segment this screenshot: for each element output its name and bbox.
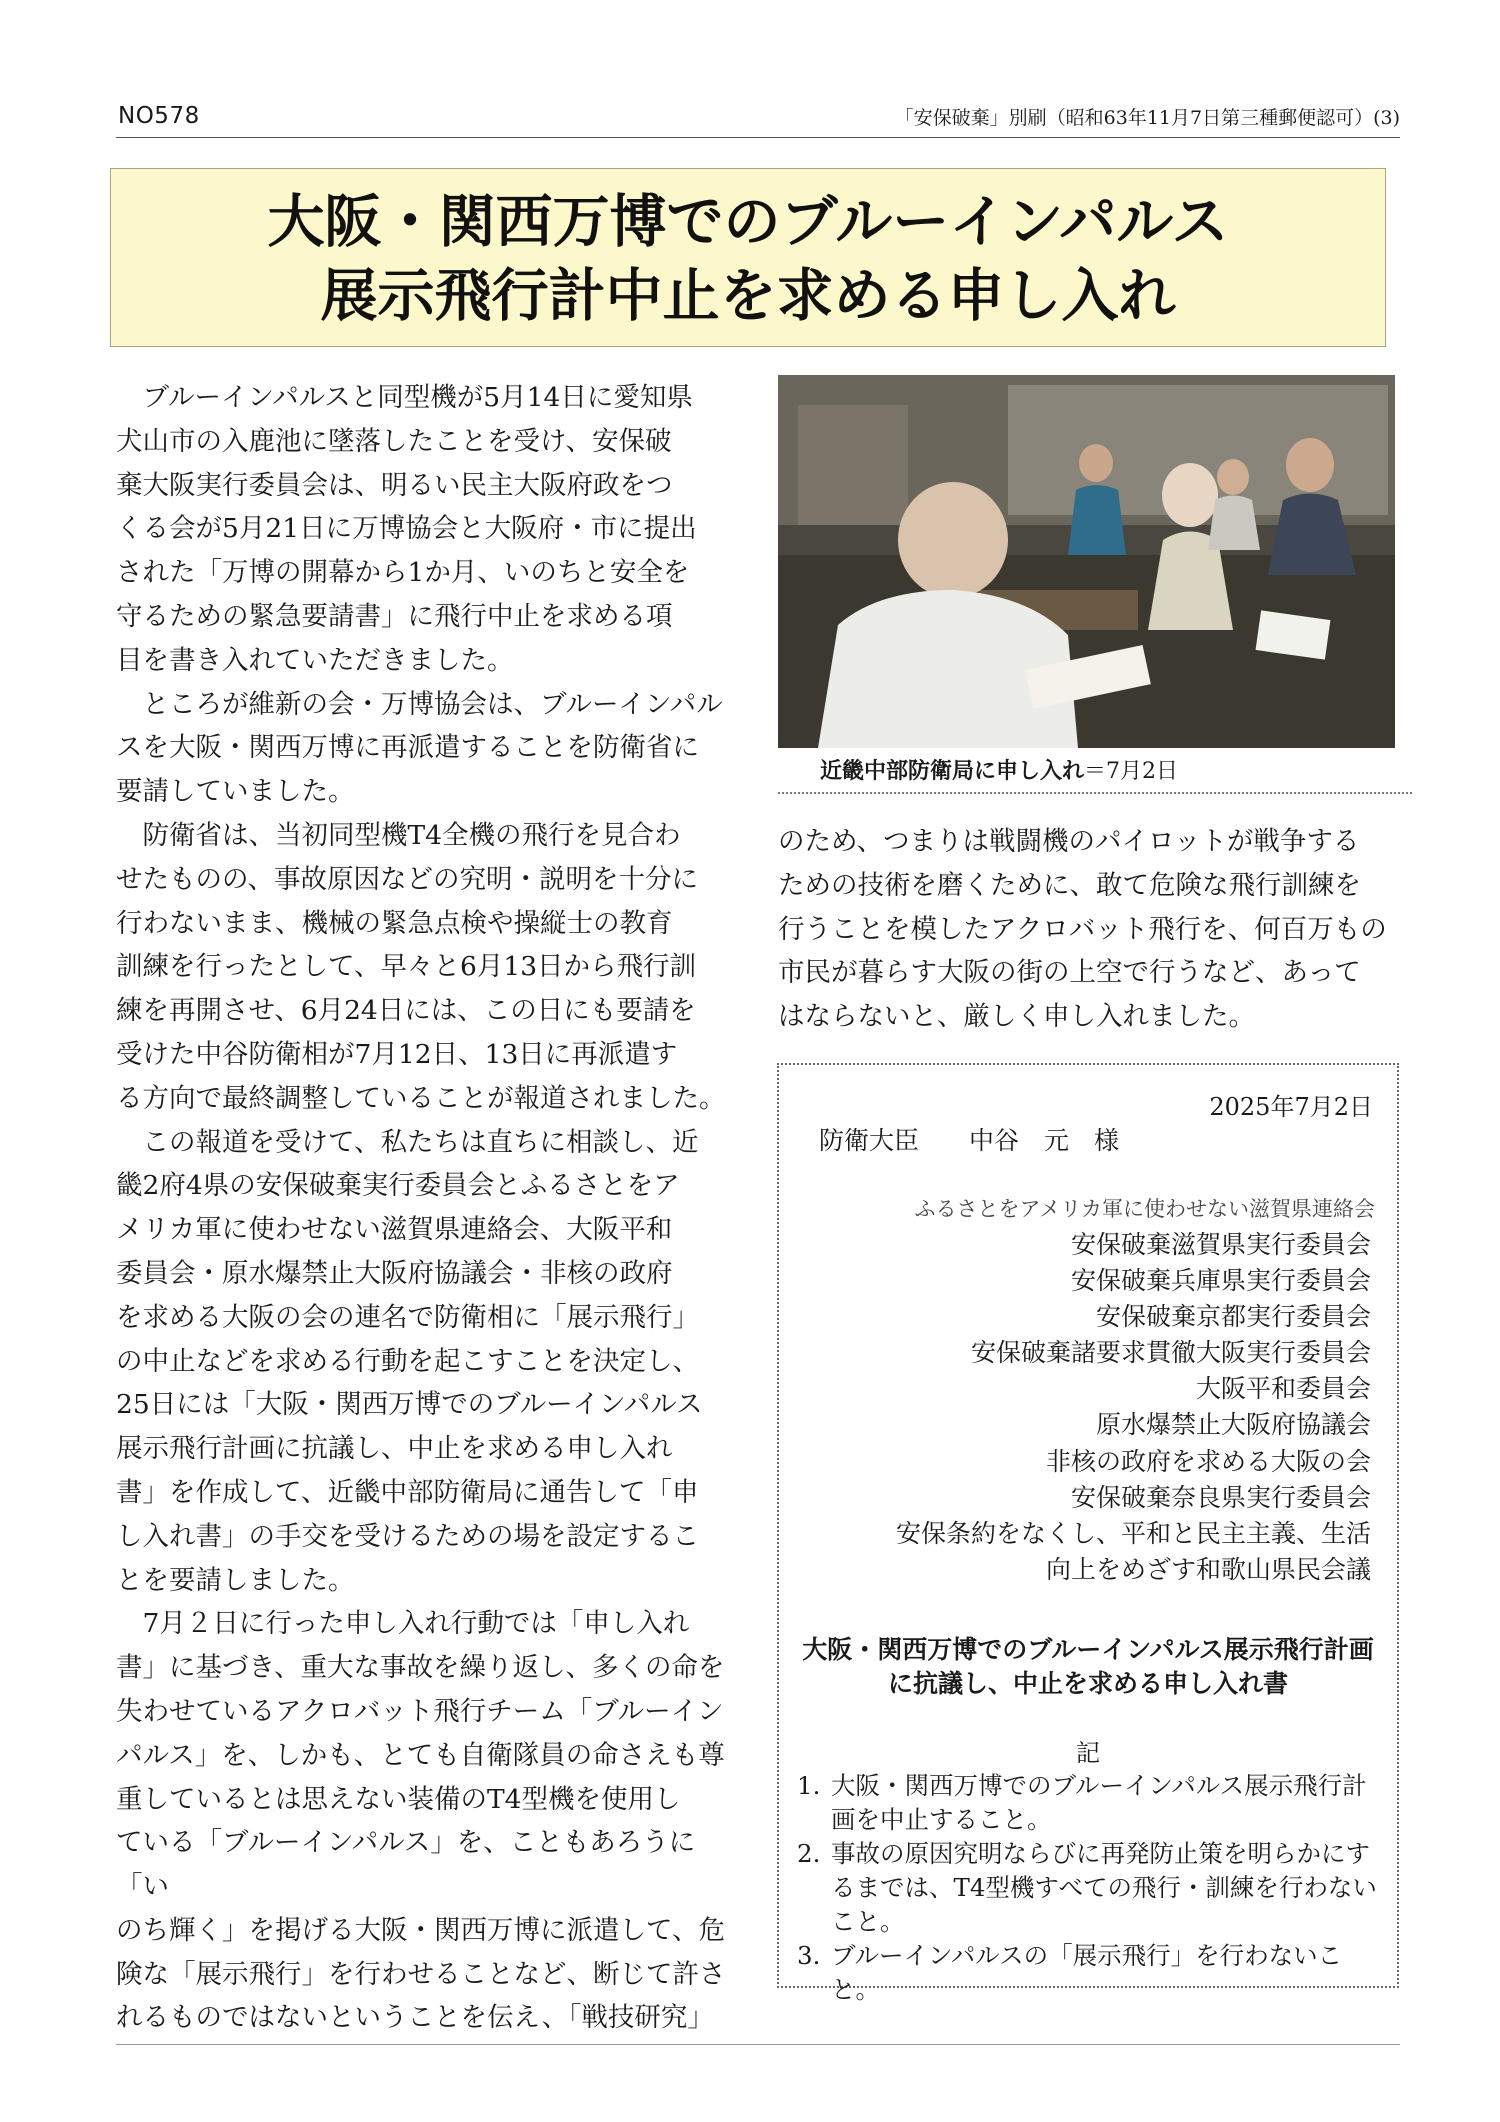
text-line: この報道を受けて、私たちは直ちに相談し、近 xyxy=(116,1126,699,1158)
text-line: 訓練を行ったとして、早々と6月13日から飛行訓 xyxy=(116,951,697,983)
text-line: 練を再開させ、6月24日には、この日にも要請を xyxy=(116,995,696,1027)
text-line: 防衛省は、当初同型機T4全機の飛行を見合わ xyxy=(116,819,681,851)
request-item-number: 3. xyxy=(797,1941,821,1970)
request-item-text: ブルーインパルスの「展示飛行」を行わないこと。 xyxy=(831,1941,1343,2004)
headline-line-1: 大阪・関西万博でのブルーインパルス xyxy=(267,189,1229,255)
text-line: れるものではないということを伝え、「戦技研究」 xyxy=(116,2002,714,2034)
meeting-photo-illustration xyxy=(778,375,1395,748)
request-item-text: 大阪・関西万博でのブルーインパルス展示飛行計画を中止すること。 xyxy=(831,1771,1367,1834)
request-item-text: 事故の原因究明ならびに再発防止策を明らかにするまでは、T4型機すべての飛行・訓練を行わないこと。 xyxy=(831,1839,1377,1936)
text-line: のち輝く」を掲げる大阪・関西万博に派遣して、危 xyxy=(116,1914,725,1946)
letter-date: 2025年7月2日 xyxy=(1209,1093,1373,1121)
ki-marker: 記 xyxy=(1076,1739,1100,1767)
sender-item: 原水爆禁止大阪府協議会 xyxy=(1095,1410,1371,1440)
text-line: 畿2府4県の安保破棄実行委員会とふるさとをア xyxy=(116,1170,680,1202)
text-line: ところが維新の会・万博協会は、ブルーインパル xyxy=(116,688,723,720)
masthead: 「安保破棄」別刷（昭和63年11月7日第三種郵便認可）(3) xyxy=(894,107,1400,129)
article-left-column xyxy=(116,376,736,2040)
text-line: 展示飛行計画に抗議し、中止を求める申し入れ xyxy=(116,1433,673,1465)
text-line: はならないと、厳しく申し入れました。 xyxy=(778,1001,1255,1033)
text-line: 棄大阪実行委員会は、明るい民主大阪府政をつ xyxy=(116,469,673,501)
letter-addressee: 防衛大臣 中谷 元 様 xyxy=(819,1126,1120,1155)
text-line: メリカ軍に使わせない滋賀県連絡会、大阪平和 xyxy=(116,1214,673,1246)
photo-caption xyxy=(778,752,1412,794)
sender-lead: ふるさとをアメリカ軍に使わせない滋賀県連絡会 xyxy=(914,1197,1375,1221)
sender-item: 安保条約をなくし、平和と民主主義、生活 xyxy=(895,1518,1371,1548)
text-line: 書」を作成して、近畿中部防衛局に通告して「申 xyxy=(116,1476,699,1508)
issue-number: NO578 xyxy=(118,103,200,129)
sender-item: 安保破棄奈良県実行委員会 xyxy=(1070,1482,1371,1512)
text-line: 目を書き入れていただきました。 xyxy=(116,644,514,676)
sender-item: 向上をめざす和歌山県民会議 xyxy=(1045,1554,1371,1584)
text-line: くる会が5月21日に万博協会と大阪府・市に提出 xyxy=(116,513,697,545)
text-line: された「万博の開幕から1か月、いのちと安全を xyxy=(116,557,690,589)
text-line: せたものの、事故原因などの究明・説明を十分に xyxy=(116,863,698,895)
sender-item: 安保破棄京都実行委員会 xyxy=(1095,1302,1371,1332)
text-line: 書」に基づき、重大な事故を繰り返し、多くの命を xyxy=(116,1652,725,1684)
text-line: 受けた中谷防衛相が7月12日、13日に再派遣す xyxy=(116,1038,678,1070)
sender-list xyxy=(896,1227,1371,1588)
text-line: 要請していました。 xyxy=(116,776,355,808)
text-line: し入れ書」の手交を受けるための場を設定するこ xyxy=(116,1520,699,1552)
letter-title-line-1: 大阪・関西万博でのブルーインパルス展示飛行計画 xyxy=(802,1635,1374,1664)
footer-rule xyxy=(116,2044,1400,2045)
text-line: ブルーインパルスと同型機が5月14日に愛知県 xyxy=(116,382,693,413)
request-item-number: 2. xyxy=(797,1839,821,1868)
text-line: 7月２日に行った申し入れ行動では「申し入れ xyxy=(116,1608,690,1640)
text-line: 重しているとは思えない装備のT4型機を使用し xyxy=(116,1783,681,1815)
text-line: 市民が暮らす大阪の街の上空で行うなど、あって xyxy=(778,957,1361,989)
text-line: パルス」を、しかも、とても自衛隊員の命さえも尊 xyxy=(116,1739,725,1771)
text-line: る方向で最終調整していることが報道されました。 xyxy=(116,1082,726,1114)
request-item-number: 1. xyxy=(797,1771,821,1800)
letter-title-line-2: に抗議し、中止を求める申し入れ書 xyxy=(887,1669,1288,1698)
meeting-photo xyxy=(778,375,1395,748)
headline-box xyxy=(110,168,1386,347)
text-line: 委員会・原水爆禁止大阪府協議会・非核の政府 xyxy=(116,1257,673,1289)
request-letter-box xyxy=(777,1063,1399,2004)
request-item xyxy=(797,1837,1387,1939)
article-right-column xyxy=(778,820,1408,1039)
text-line: とを要請しました。 xyxy=(116,1564,355,1596)
sender-item: 安保破棄諸要求貫徹大阪実行委員会 xyxy=(970,1338,1371,1368)
text-line: スを大阪・関西万博に再派遣することを防衛省に xyxy=(116,732,699,764)
page-header xyxy=(116,103,1400,138)
text-line: 険な「展示飛行」を行わせることなど、断じて許さ xyxy=(116,1958,726,1990)
text-line: 行わないまま、機械の緊急点検や操縦士の教育 xyxy=(116,907,673,939)
sender-item: 安保破棄滋賀県実行委員会 xyxy=(1070,1230,1371,1259)
sender-item: 安保破棄兵庫県実行委員会 xyxy=(1070,1266,1371,1296)
text-line: の中止などを求める行動を起こすことを決定し、 xyxy=(116,1345,699,1377)
text-line: 犬山市の入鹿池に墜落したことを受け、安保破 xyxy=(116,425,672,457)
text-line: を求める大阪の会の連名で防衛相に「展示飛行」 xyxy=(116,1301,699,1333)
sender-item: 大阪平和委員会 xyxy=(1195,1374,1371,1404)
letter-title xyxy=(779,1633,1397,1701)
text-line: 25日には「大阪・関西万博でのブルーインパルス xyxy=(116,1389,703,1421)
sender-item: 非核の政府を求める大阪の会 xyxy=(1045,1446,1371,1476)
text-line: ための技術を磨くために、敢て危険な飛行訓練を xyxy=(778,869,1361,901)
headline-line-2: 展示飛行計中止を求める申し入れ xyxy=(320,263,1176,329)
photo-caption-text: 近畿中部防衛局に申し入れ xyxy=(820,759,1085,784)
text-line: ている「ブルーインパルス」を、こともあろうに「い xyxy=(116,1827,696,1903)
request-item xyxy=(797,1769,1387,1837)
text-line: 守るための緊急要請書」に飛行中止を求める項 xyxy=(116,600,673,632)
text-line: 失わせているアクロバット飛行チーム「ブルーイン xyxy=(116,1695,724,1727)
text-line: のため、つまりは戦闘機のパイロットが戦争する xyxy=(778,826,1360,857)
photo-caption-date: ＝7月2日 xyxy=(1084,759,1179,784)
text-line: 行うことを模したアクロバット飛行を、何百万もの xyxy=(778,913,1387,945)
request-item xyxy=(797,1939,1387,2007)
request-items xyxy=(797,1769,1387,2007)
